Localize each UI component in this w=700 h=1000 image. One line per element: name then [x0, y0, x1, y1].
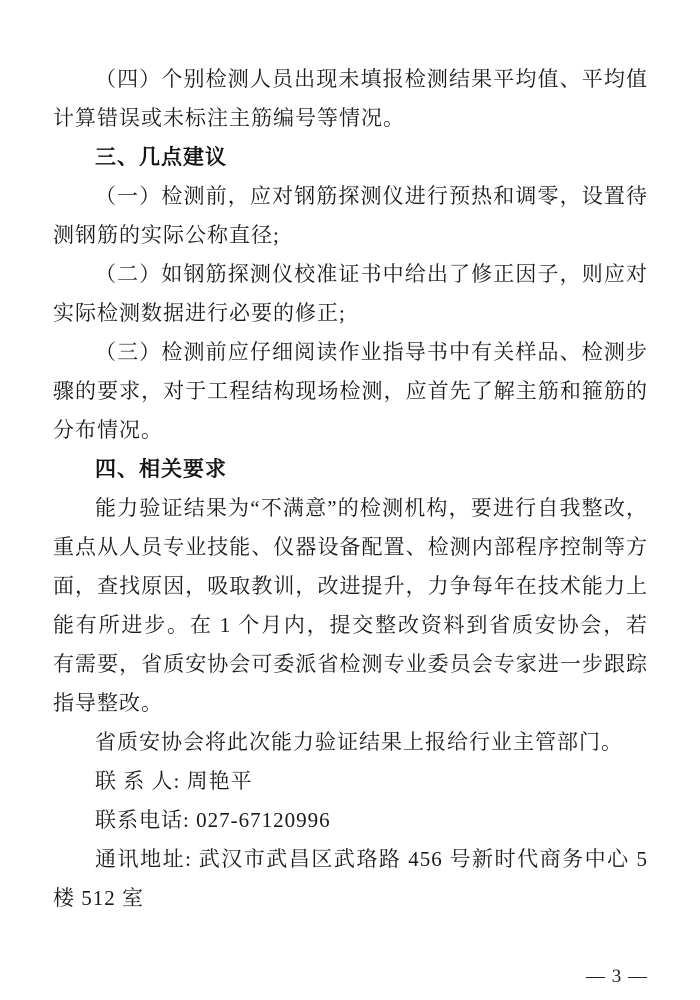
heading-section-4: 四、相关要求	[95, 458, 227, 481]
paragraph-requirements: 能力验证结果为“不满意”的检测机构，要进行自我整改，重点从人员专业技能、仪器设备配置、检测内部程序控制等方面，查找原因，吸取教训，改进提升，力争每年在技术能力上能有所进步。在 1 个月内，提交整改资料到省质安协会，若有需要，省质安协会可委派省检测专业委员会专家进一步跟踪指导整改。	[53, 496, 648, 715]
paragraph-item-4-defects: （四）个别检测人员出现未填报检测结果平均值、平均值计算错误或未标注主筋编号等情况。	[53, 67, 648, 130]
paragraph-suggestion-1: （一）检测前，应对钢筋探测仪进行预热和调零，设置待测钢筋的实际公称直径;	[53, 184, 648, 247]
paragraph-suggestion-3: （三）检测前应仔细阅读作业指导书中有关样品、检测步骤的要求，对于工程结构现场检测，应首先了解主筋和箍筋的分布情况。	[53, 340, 648, 442]
document-body	[53, 60, 648, 918]
contact-address-line: 通讯地址: 武汉市武昌区武珞路 456 号新时代商务中心 5 楼 512 室	[53, 847, 648, 910]
paragraph-suggestion-2: （二）如钢筋探测仪校准证书中给出了修正因子，则应对实际检测数据进行必要的修正;	[53, 262, 648, 325]
page-number: — 3 —	[586, 966, 648, 987]
contact-phone-line: 联系电话: 027-67120996	[95, 808, 331, 832]
paragraph-report-notice: 省质安协会将此次能力验证结果上报给行业主管部门。	[95, 730, 623, 754]
contact-person-line: 联 系 人: 周艳平	[95, 769, 253, 793]
heading-section-3: 三、几点建议	[95, 146, 227, 169]
